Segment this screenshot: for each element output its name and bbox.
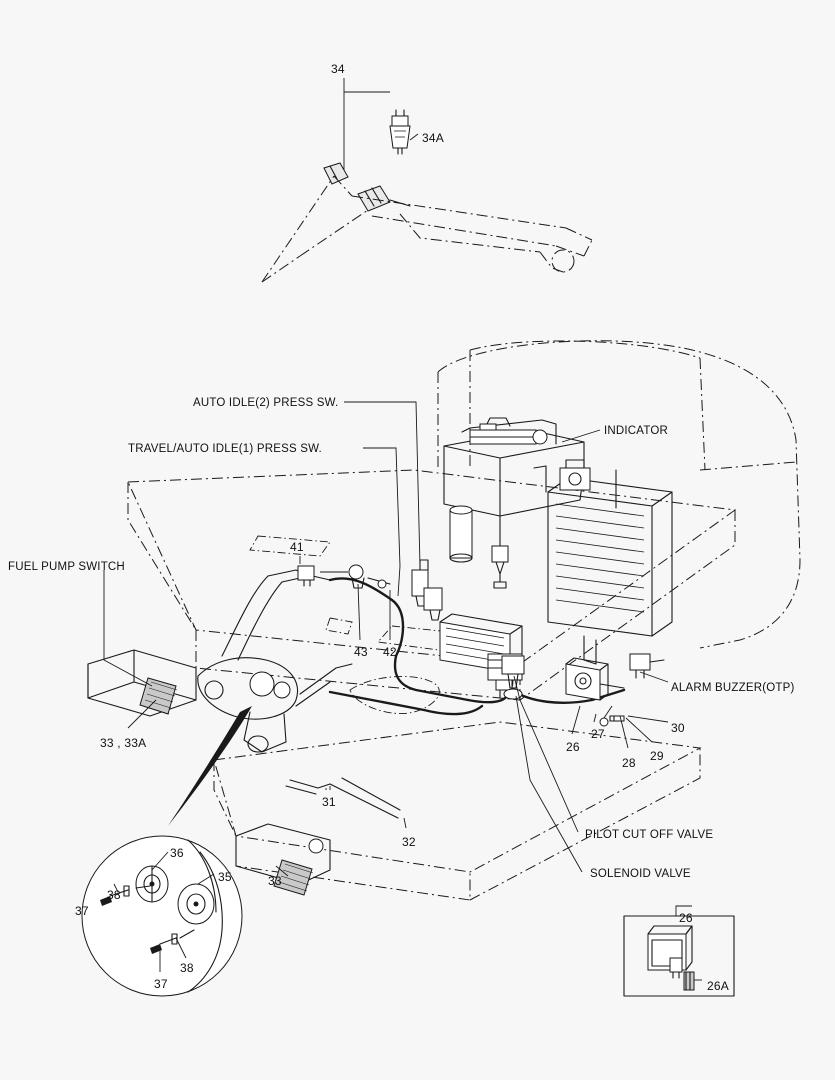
callout-26-main: 26	[566, 740, 580, 754]
callout-41: 41	[290, 540, 304, 554]
callout-29: 29	[650, 749, 664, 763]
callout-34a: 34A	[422, 131, 444, 145]
pressure-switch-group	[298, 560, 442, 620]
callout-fuel-pump-switch: FUEL PUMP SWITCH	[8, 561, 125, 573]
top-boom-assembly	[262, 78, 592, 282]
left-frame-bracket	[88, 570, 352, 752]
work-lamp-housing	[324, 163, 410, 211]
callout-31: 31	[322, 795, 336, 809]
callout-30: 30	[671, 721, 685, 735]
callout-solenoid-valve: SOLENOID VALVE	[590, 868, 691, 880]
callout-pilot-cut-off-valve: PILOT CUT OFF VALVE	[585, 829, 714, 841]
callout-37-upper: 37	[75, 904, 89, 918]
callout-32: 32	[402, 835, 416, 849]
callout-35: 35	[218, 870, 232, 884]
callout-auto-idle-2-press-sw: AUTO IDLE(2) PRESS SW.	[193, 397, 339, 409]
radiator-assembly	[534, 466, 672, 664]
callout-38-upper: 38	[107, 888, 121, 902]
callout-indicator: INDICATOR	[604, 425, 668, 437]
callout-alarm-buzzer-otp: ALARM BUZZER(OTP)	[671, 682, 795, 694]
control-valve-block	[440, 614, 524, 699]
callout-26-inset: 26	[679, 911, 693, 925]
callout-38-lower: 38	[180, 961, 194, 975]
callout-42: 42	[383, 645, 397, 659]
callout-27: 27	[591, 727, 605, 741]
machine-frame	[88, 341, 800, 900]
callout-34: 34	[331, 62, 345, 76]
callout-33-33a: 33 , 33A	[100, 736, 147, 750]
callout-43: 43	[354, 645, 368, 659]
lamp-bulb	[390, 110, 410, 154]
callout-28: 28	[622, 756, 636, 770]
callout-travel-auto-idle-1-press-sw: TRAVEL/AUTO IDLE(1) PRESS SW.	[128, 443, 322, 455]
callout-33: 33	[268, 874, 282, 888]
lower-left-bracket	[236, 824, 330, 895]
callout-36: 36	[170, 846, 184, 860]
engine-block	[444, 418, 590, 588]
callout-26a: 26A	[707, 979, 729, 993]
callout-37-lower: 37	[154, 977, 168, 991]
